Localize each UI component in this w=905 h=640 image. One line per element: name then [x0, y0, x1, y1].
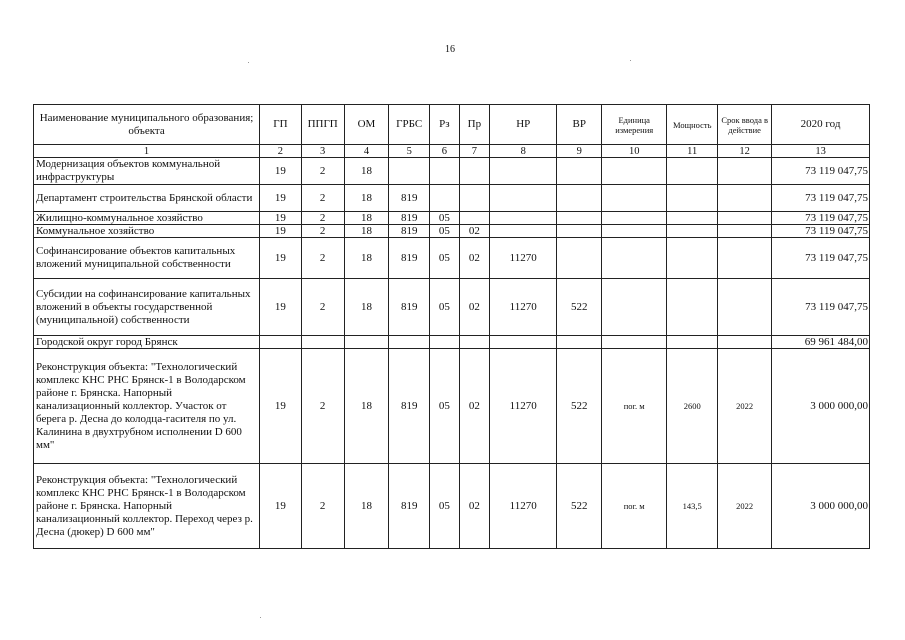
scan-speck: [630, 60, 631, 61]
cell-unit: пог. м: [602, 464, 667, 549]
index-cell: 6: [430, 145, 460, 158]
cell-nr: 11270: [490, 279, 557, 336]
table-row: [34, 212, 870, 225]
cell-unit: [602, 185, 667, 212]
cell-pr: 02: [459, 349, 490, 464]
index-cell: 1: [34, 145, 260, 158]
cell-ppgp: 2: [301, 349, 344, 464]
cell-power: [667, 225, 718, 238]
cell-term: [718, 279, 772, 336]
row-name: Городской округ город Брянск: [34, 336, 260, 349]
cell-gp: 19: [260, 185, 302, 212]
cell-unit: [602, 225, 667, 238]
index-cell: 2: [260, 145, 302, 158]
cell-rz: [430, 336, 460, 349]
cell-pr: 02: [459, 225, 490, 238]
cell-vr: 522: [557, 464, 602, 549]
cell-grbs: 819: [389, 279, 430, 336]
cell-power: [667, 185, 718, 212]
index-cell: 10: [602, 145, 667, 158]
cell-nr: 11270: [490, 464, 557, 549]
header-gp: ГП: [260, 105, 302, 145]
cell-term: [718, 158, 772, 185]
header-name: Наименование муниципального образования; объекта: [34, 105, 260, 145]
row-name: Софинансирование объектов капитальных вложений муниципальной собственности: [34, 238, 260, 279]
cell-amount: 3 000 000,00: [772, 464, 870, 549]
cell-amount: 73 119 047,75: [772, 279, 870, 336]
cell-nr: [490, 158, 557, 185]
cell-nr: 11270: [490, 349, 557, 464]
cell-nr: 11270: [490, 238, 557, 279]
cell-gp: 19: [260, 279, 302, 336]
row-name: Реконструкция объекта: "Технологический комплекс КНС РНС Брянск-1 в Володарском районе г. Брянска. Напорный канализационный коллектор. Переход через р. Десна (дюкер) D 600 мм": [34, 464, 260, 549]
cell-gp: 19: [260, 349, 302, 464]
header-term: Срок ввода в действие: [718, 105, 772, 145]
cell-om: 18: [344, 158, 389, 185]
cell-term: [718, 185, 772, 212]
cell-nr: [490, 185, 557, 212]
index-cell: 11: [667, 145, 718, 158]
cell-om: 18: [344, 279, 389, 336]
row-name: Реконструкция объекта: "Технологический комплекс КНС РНС Брянск-1 в Володарском районе г. Брянска. Напорный канализационный коллектор. Участок от берега р. Десна до колодца-гасителя по ул. Калинина в двухтрубном исполнении D 600 мм": [34, 349, 260, 464]
cell-om: 18: [344, 349, 389, 464]
cell-grbs: 819: [389, 349, 430, 464]
table-row: [34, 158, 870, 185]
header-om: ОМ: [344, 105, 389, 145]
scan-speck: [248, 62, 249, 63]
table-row: [34, 225, 870, 238]
row-name: Департамент строительства Брянской области: [34, 185, 260, 212]
header-nr: НР: [490, 105, 557, 145]
header-ppgp: ППГП: [301, 105, 344, 145]
cell-ppgp: 2: [301, 185, 344, 212]
row-name: Жилищно-коммунальное хозяйство: [34, 212, 260, 225]
cell-rz: 05: [430, 225, 460, 238]
table-row: [34, 238, 870, 279]
cell-pr: [459, 212, 490, 225]
cell-power: [667, 158, 718, 185]
index-cell: 4: [344, 145, 389, 158]
cell-gp: 19: [260, 225, 302, 238]
table-row: [34, 349, 870, 464]
index-cell: 8: [490, 145, 557, 158]
cell-nr: [490, 212, 557, 225]
row-name: Модернизация объектов коммунальной инфраструктуры: [34, 158, 260, 185]
cell-gp: 19: [260, 238, 302, 279]
index-cell: 13: [772, 145, 870, 158]
budget-table: [33, 104, 870, 549]
cell-om: 18: [344, 464, 389, 549]
cell-unit: пог. м: [602, 349, 667, 464]
cell-om: 18: [344, 238, 389, 279]
cell-grbs: 819: [389, 185, 430, 212]
index-cell: 7: [459, 145, 490, 158]
cell-term: [718, 212, 772, 225]
index-cell: 12: [718, 145, 772, 158]
index-cell: 5: [389, 145, 430, 158]
cell-vr: [557, 225, 602, 238]
cell-rz: 05: [430, 349, 460, 464]
row-name: Субсидии на софинансирование капитальных вложений в объекты государственной (муниципальной) собственности: [34, 279, 260, 336]
header-power: Мощность: [667, 105, 718, 145]
header-grbs: ГРБС: [389, 105, 430, 145]
cell-amount: 73 119 047,75: [772, 185, 870, 212]
cell-amount: 73 119 047,75: [772, 212, 870, 225]
cell-amount: 3 000 000,00: [772, 349, 870, 464]
cell-vr: [557, 212, 602, 225]
cell-vr: [557, 336, 602, 349]
cell-om: [344, 336, 389, 349]
cell-pr: 02: [459, 238, 490, 279]
cell-power: [667, 279, 718, 336]
cell-term: [718, 225, 772, 238]
cell-unit: [602, 212, 667, 225]
cell-power: 143,5: [667, 464, 718, 549]
table-row: [34, 279, 870, 336]
cell-amount: 73 119 047,75: [772, 225, 870, 238]
cell-pr: 02: [459, 464, 490, 549]
cell-power: [667, 212, 718, 225]
cell-unit: [602, 238, 667, 279]
cell-nr: [490, 336, 557, 349]
cell-vr: 522: [557, 279, 602, 336]
cell-vr: [557, 185, 602, 212]
cell-rz: [430, 185, 460, 212]
cell-rz: 05: [430, 238, 460, 279]
cell-power: [667, 238, 718, 279]
cell-ppgp: 2: [301, 158, 344, 185]
cell-unit: [602, 158, 667, 185]
row-name: Коммунальное хозяйство: [34, 225, 260, 238]
cell-unit: [602, 279, 667, 336]
header-pr: Пр: [459, 105, 490, 145]
cell-pr: [459, 158, 490, 185]
header-row: [34, 105, 870, 145]
cell-grbs: 819: [389, 464, 430, 549]
cell-amount: 73 119 047,75: [772, 158, 870, 185]
cell-ppgp: 2: [301, 279, 344, 336]
cell-ppgp: 2: [301, 225, 344, 238]
cell-term: 2022: [718, 349, 772, 464]
header-vr: ВР: [557, 105, 602, 145]
cell-rz: 05: [430, 212, 460, 225]
cell-gp: 19: [260, 464, 302, 549]
cell-vr: [557, 158, 602, 185]
cell-grbs: [389, 158, 430, 185]
page-number: 16: [445, 44, 455, 55]
cell-vr: 522: [557, 349, 602, 464]
cell-pr: [459, 336, 490, 349]
cell-power: 2600: [667, 349, 718, 464]
cell-ppgp: [301, 336, 344, 349]
cell-grbs: 819: [389, 212, 430, 225]
cell-om: 18: [344, 212, 389, 225]
cell-term: 2022: [718, 464, 772, 549]
cell-om: 18: [344, 185, 389, 212]
cell-pr: [459, 185, 490, 212]
cell-term: [718, 336, 772, 349]
cell-rz: 05: [430, 464, 460, 549]
cell-nr: [490, 225, 557, 238]
cell-ppgp: 2: [301, 212, 344, 225]
cell-term: [718, 238, 772, 279]
header-year: 2020 год: [772, 105, 870, 145]
cell-gp: 19: [260, 212, 302, 225]
table-row: [34, 185, 870, 212]
header-unit: Единица измерения: [602, 105, 667, 145]
cell-rz: [430, 158, 460, 185]
cell-ppgp: 2: [301, 464, 344, 549]
cell-grbs: 819: [389, 225, 430, 238]
cell-grbs: [389, 336, 430, 349]
cell-pr: 02: [459, 279, 490, 336]
cell-om: 18: [344, 225, 389, 238]
scan-speck: [260, 617, 261, 618]
index-cell: 9: [557, 145, 602, 158]
cell-power: [667, 336, 718, 349]
cell-ppgp: 2: [301, 238, 344, 279]
table-row: [34, 336, 870, 349]
header-rz: Рз: [430, 105, 460, 145]
cell-unit: [602, 336, 667, 349]
cell-gp: [260, 336, 302, 349]
cell-rz: 05: [430, 279, 460, 336]
index-cell: 3: [301, 145, 344, 158]
cell-amount: 69 961 484,00: [772, 336, 870, 349]
column-index-row: [34, 145, 870, 158]
cell-vr: [557, 238, 602, 279]
cell-amount: 73 119 047,75: [772, 238, 870, 279]
cell-gp: 19: [260, 158, 302, 185]
cell-grbs: 819: [389, 238, 430, 279]
table-row: [34, 464, 870, 549]
